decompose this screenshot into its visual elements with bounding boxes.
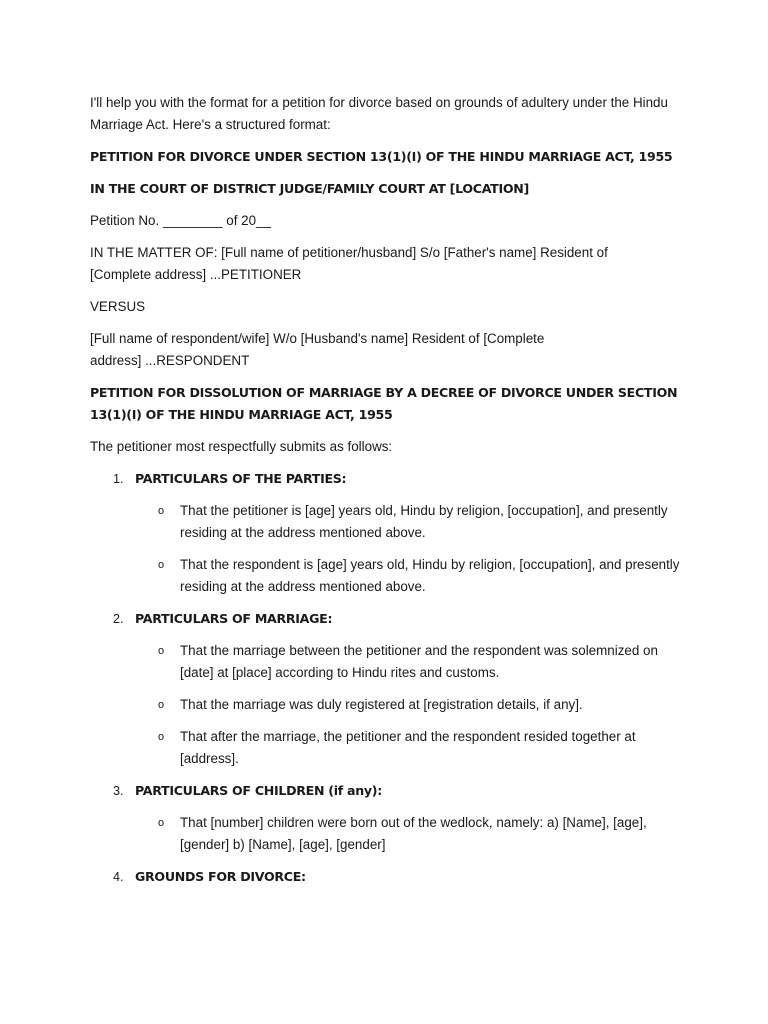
section-items [135, 640, 690, 770]
section-title: PARTICULARS OF MARRIAGE: [135, 611, 333, 626]
item-text: That the respondent is [age] years old, Hindu by religion, [occupation], and presently residing at the address mentioned above. [180, 557, 680, 594]
section-items [135, 812, 690, 856]
list-item [135, 726, 680, 770]
circle-bullet-icon: o [158, 645, 165, 657]
section-number: 2. [113, 612, 124, 626]
section-children [90, 780, 690, 856]
document-page [90, 92, 690, 898]
circle-bullet-icon: o [158, 817, 165, 829]
section-title: PARTICULARS OF CHILDREN (if any): [135, 783, 382, 798]
item-text: That the petitioner is [age] years old, Hindu by religion, [occupation], and presently residing at the address mentioned above. [180, 503, 668, 540]
item-text: That after the marriage, the petitioner and the respondent resided together at [address]. [180, 729, 636, 766]
list-item [135, 694, 680, 716]
section-number: 4. [113, 870, 124, 884]
circle-bullet-icon: o [158, 559, 165, 571]
petition-heading: PETITION FOR DIVORCE UNDER SECTION 13(1)(I) OF THE HINDU MARRIAGE ACT, 1955 [90, 149, 673, 164]
respondent-paragraph: [Full name of respondent/wife] W/o [Husband's name] Resident of [Complete address] ...RESPONDENT [90, 331, 545, 368]
list-item [135, 640, 680, 684]
list-item [135, 812, 680, 856]
list-item [135, 554, 680, 598]
in-the-matter-paragraph: IN THE MATTER OF: [Full name of petitioner/husband] S/o [Father's name] Resident of [Complete address] ...PETITIONER [90, 245, 608, 282]
submits-paragraph: The petitioner most respectfully submits as follows: [90, 439, 393, 454]
dissolution-heading: PETITION FOR DISSOLUTION OF MARRIAGE BY A DECREE OF DIVORCE UNDER SECTION 13(1)(I) OF THE HINDU MARRIAGE ACT, 1955 [90, 385, 678, 422]
versus-label: VERSUS [90, 299, 146, 314]
item-text: That the marriage between the petitioner and the respondent was solemnized on [date] at [place] according to Hindu rites and customs. [180, 643, 658, 680]
circle-bullet-icon: o [158, 731, 165, 743]
item-text: That the marriage was duly registered at [registration details, if any]. [180, 697, 583, 712]
section-title: GROUNDS FOR DIVORCE: [135, 869, 306, 884]
section-title: PARTICULARS OF THE PARTIES: [135, 471, 347, 486]
intro-paragraph: I'll help you with the format for a petition for divorce based on grounds of adultery under the Hindu Marriage Act. Here's a structured format: [90, 95, 668, 132]
court-heading: IN THE COURT OF DISTRICT JUDGE/FAMILY COURT AT [LOCATION] [90, 181, 529, 196]
section-parties [90, 468, 690, 598]
list-item [135, 500, 680, 544]
petition-number: Petition No. ________ of 20__ [90, 213, 271, 228]
circle-bullet-icon: o [158, 505, 165, 517]
sections-list [90, 468, 690, 888]
item-text: That [number] children were born out of the wedlock, namely: a) [Name], [age], [gender] b) [Name], [age], [gender] [180, 815, 647, 852]
section-marriage [90, 608, 690, 770]
section-grounds [90, 866, 690, 888]
section-items [135, 500, 690, 598]
section-number: 3. [113, 784, 124, 798]
circle-bullet-icon: o [158, 699, 165, 711]
section-number: 1. [113, 472, 124, 486]
